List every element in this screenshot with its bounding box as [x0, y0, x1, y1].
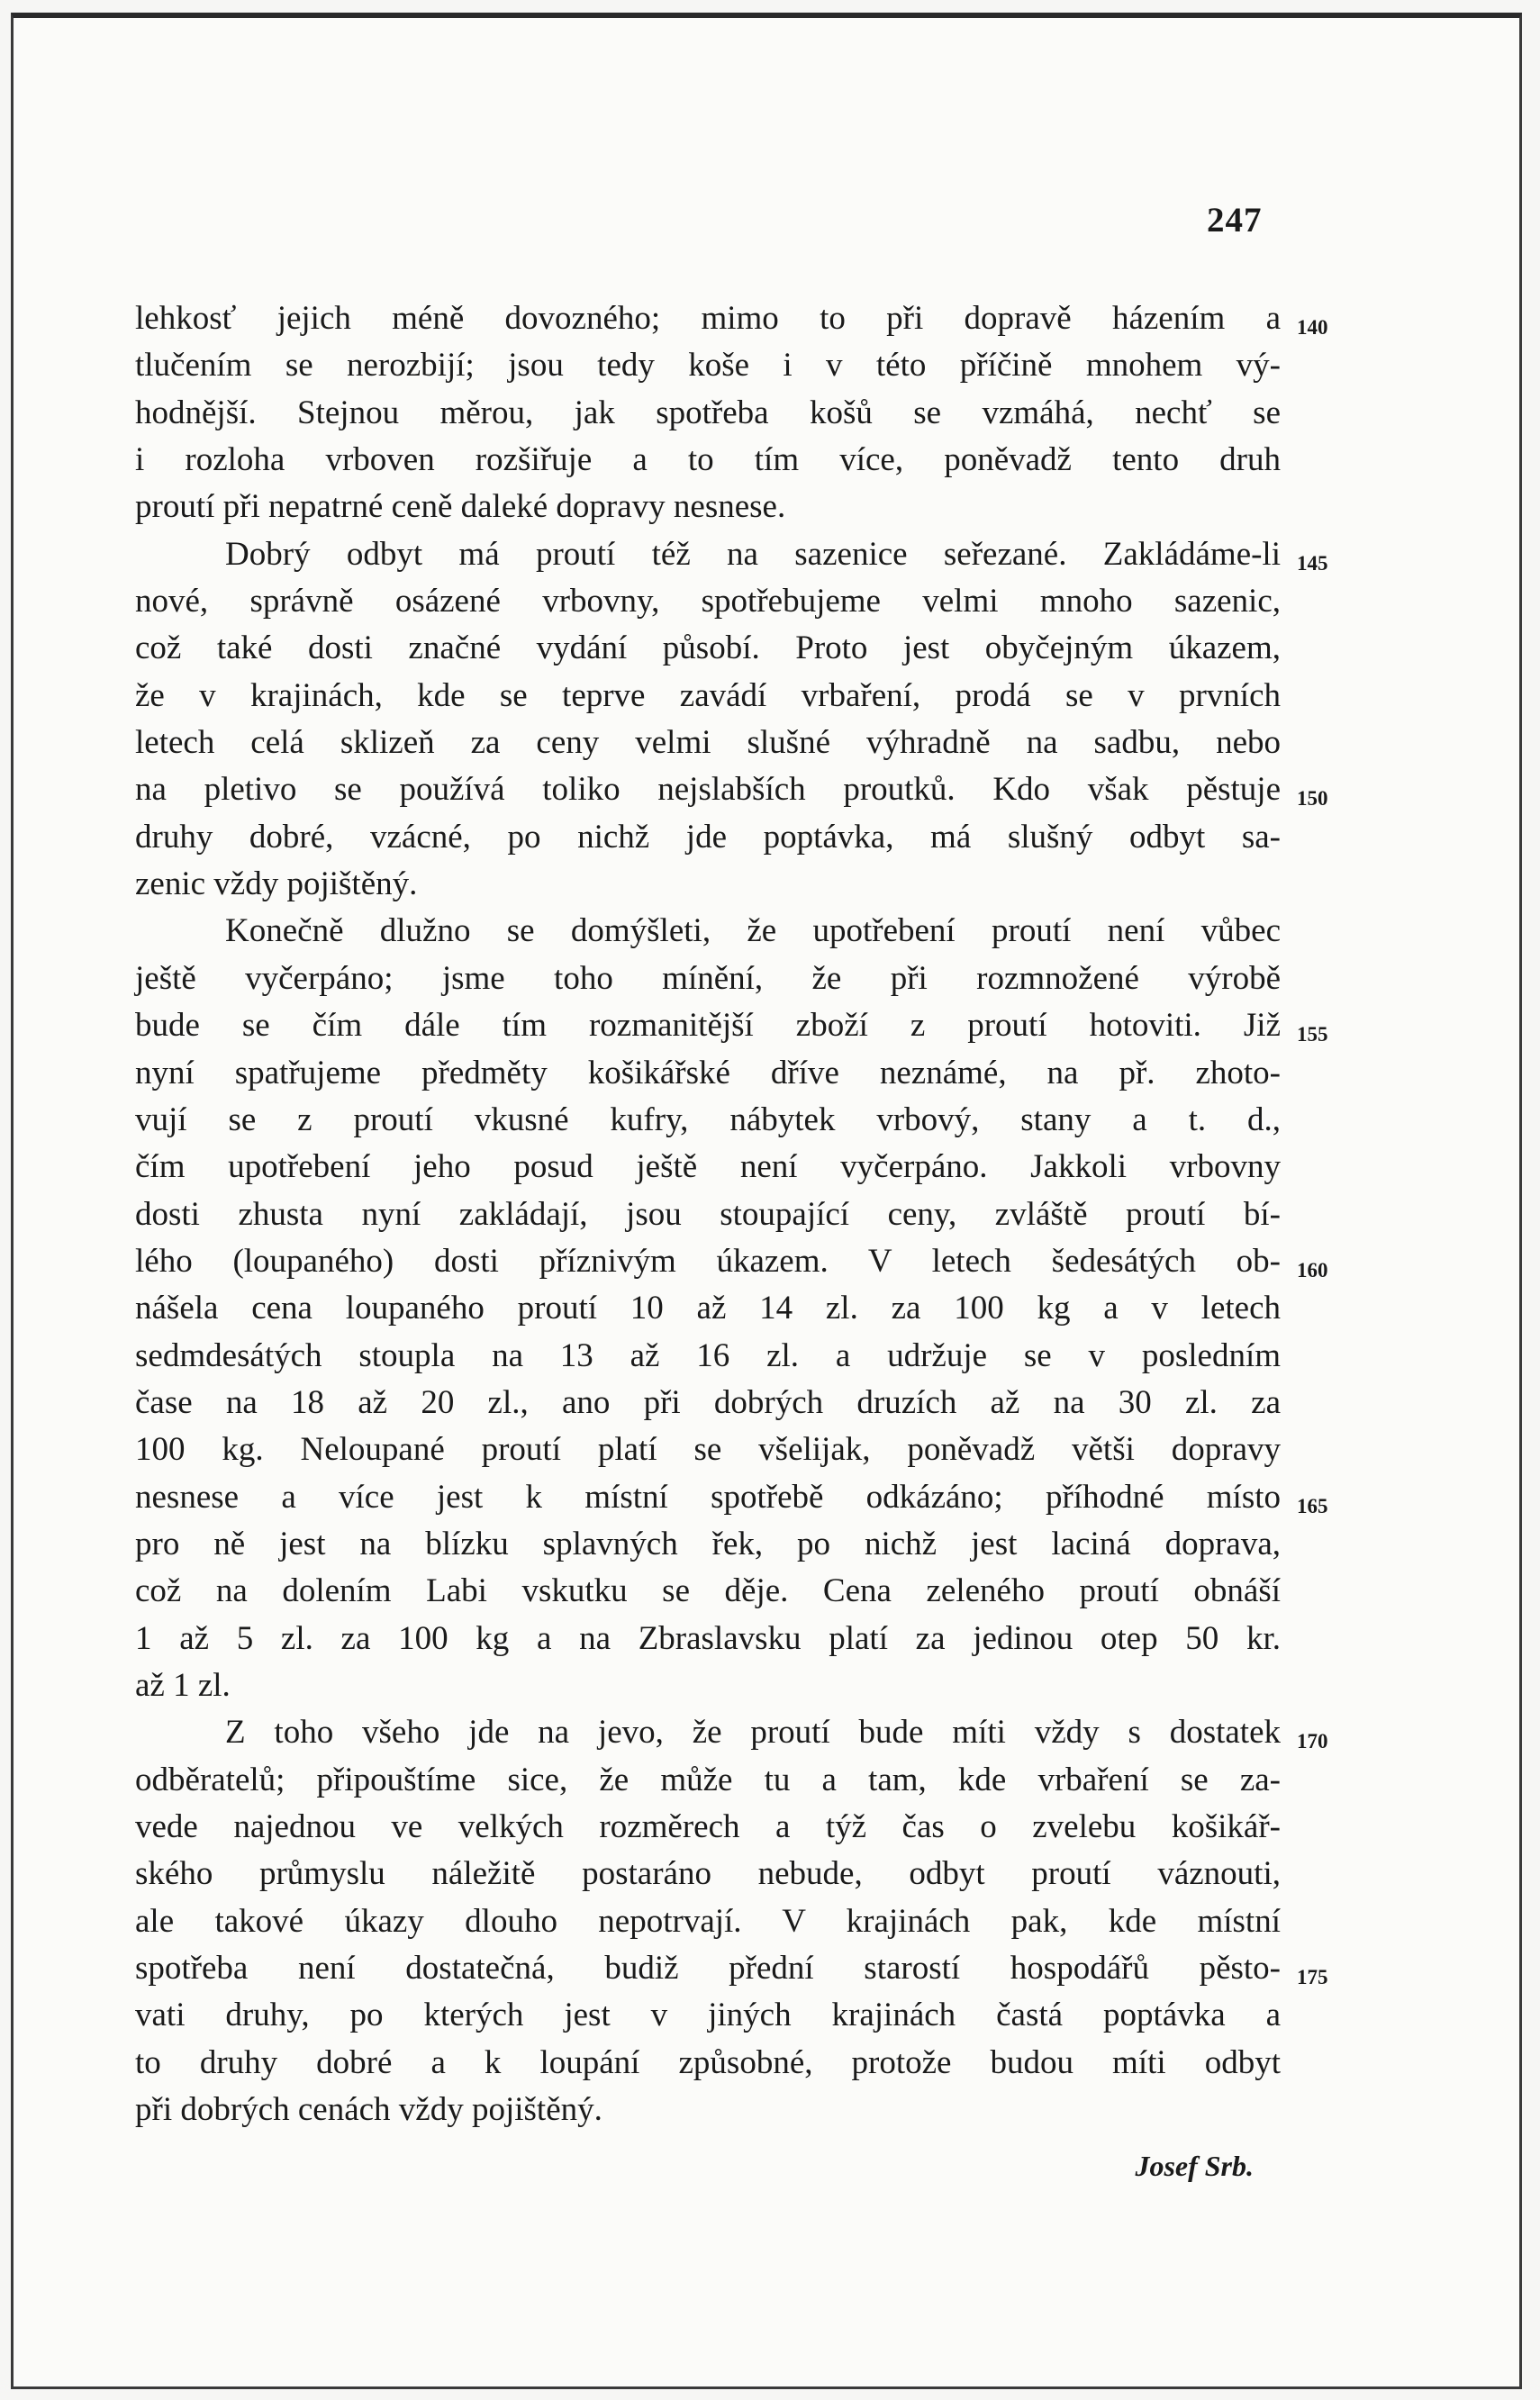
text-line: Z toho všeho jde na jevo, že proutí bude míti vždy s dostatek 170	[135, 1709, 1281, 1756]
text-line: vede najednou ve velkých rozměrech a týž čas o zvelebu košikář-	[135, 1808, 1281, 1845]
author-signature: Josef Srb.	[1135, 2150, 1254, 2183]
line-number: 175	[1297, 1966, 1328, 1989]
text-line: ještě vyčerpáno; jsme toho mínění, že při rozmnožené výrobě	[135, 959, 1281, 997]
text-line: 1 až 5 zl. za 100 kg a na Zbraslavsku platí za jedinou otep 50 kr.	[135, 1619, 1281, 1657]
text-line: vati druhy, po kterých jest v jiných krajinách častá poptávka a	[135, 1997, 1281, 2034]
page-number: 247	[1207, 201, 1263, 240]
text-line: dosti zhusta nyní zakládají, jsou stoupající ceny, zvláště proutí bí-	[135, 1195, 1281, 1233]
text-line: nesnese a více jest k místní spotřebě odkázáno; příhodné místo 165	[135, 1474, 1281, 1521]
text-line: i rozloha vrboven rozšiřuje a to tím více, poněvadž tento druh	[135, 441, 1281, 479]
line-number: 170	[1297, 1730, 1328, 1753]
text-line: 100 kg. Neloupané proutí platí se všelijak, poněvadž větši dopravy	[135, 1431, 1281, 1469]
line-number: 145	[1297, 551, 1328, 575]
line-number: 150	[1297, 787, 1328, 811]
text-line: Konečně dlužno se domýšleti, že upotřebení proutí není vůbec	[225, 912, 1281, 950]
text-line: lehkosť jejich méně dovozného; mimo to při dopravě házením a 140	[135, 295, 1281, 342]
text-line: vují se z proutí vkusné kufry, nábytek vrbový, stany a t. d.,	[135, 1100, 1281, 1138]
text-line: druhy dobré, vzácné, po nichž jde poptávka, má slušný odbyt sa-	[135, 818, 1281, 856]
line-number: 165	[1297, 1494, 1328, 1517]
text-line: pro ně jest na blízku splavných řek, po nichž jest laciná doprava,	[135, 1525, 1281, 1562]
text-line: nové, správně osázené vrbovny, spotřebujeme velmi mnoho sazenic,	[135, 583, 1281, 620]
text-line: spotřeba není dostatečná, budiž přední starostí hospodářů pěsto- 175	[135, 1945, 1281, 1992]
text-line: že v krajinách, kde se teprve zavádí vrbaření, prodá se v prvních	[135, 676, 1281, 714]
text-line: čase na 18 až 20 zl., ano při dobrých druzích až na 30 zl. za	[135, 1383, 1281, 1421]
text-line: ale takové úkazy dlouho nepotrvají. V krajinách pak, kde místní	[135, 1902, 1281, 1940]
line-number: 160	[1297, 1258, 1328, 1282]
text-line: odběratelů; připouštíme sice, že může tu a tam, kde vrbaření se za-	[135, 1761, 1281, 1798]
text-line: čím upotřebení jeho posud ještě není vyčerpáno. Jakkoli vrbovny	[135, 1148, 1281, 1186]
text-line: což také dosti značné vydání působí. Proto jest obyčejným úkazem,	[135, 629, 1281, 667]
text-line: to druhy dobré a k loupání způsobné, protože budou míti odbyt	[135, 2043, 1281, 2081]
line-number: 140	[1297, 316, 1328, 339]
text-line: nyní spatřujeme předměty košikářské dříve neznámé, na př. zhoto-	[135, 1054, 1281, 1091]
line-number: 155	[1297, 1023, 1328, 1046]
body-text	[135, 295, 1328, 2190]
text-line: na pletivo se používá toliko nejslabších proutků. Kdo však pěstuje 150	[135, 766, 1281, 813]
text-line: až 1 zl.	[135, 1666, 231, 1704]
text-line: zenic vždy pojištěný.	[135, 865, 418, 903]
text-line: při dobrých cenách vždy pojištěný.	[135, 2091, 602, 2129]
text-line: tlučením se nerozbijí; jsou tedy koše i v této příčině mnohem vý-	[135, 347, 1281, 385]
text-line: lého (loupaného) dosti příznivým úkazem. V letech šedesátých ob- 160	[135, 1238, 1281, 1285]
text-line: sedmdesátých stoupla na 13 až 16 zl. a udržuje se v posledním	[135, 1336, 1281, 1374]
text-line: letech celá sklizeň za ceny velmi slušné výhradně na sadbu, nebo	[135, 724, 1281, 762]
text-line: hodnější. Stejnou měrou, jak spotřeba košů se vzmáhá, nechť se	[135, 394, 1281, 431]
text-line: nášela cena loupaného proutí 10 až 14 zl. za 100 kg a v letech	[135, 1290, 1281, 1327]
text-line: proutí při nepatrné ceně daleké dopravy nesnese.	[135, 488, 786, 526]
text-line: bude se čím dále tím rozmanitější zboží z proutí hotoviti. Již 155	[135, 1002, 1281, 1049]
text-line: Dobrý odbyt má proutí též na sazenice seřezané. Zakládáme-li 145	[135, 531, 1281, 578]
text-line: ského průmyslu náležitě postaráno nebude, odbyt proutí váznouti,	[135, 1855, 1281, 1893]
text-line: což na dolením Labi vskutku se děje. Cena zeleného proutí obnáší	[135, 1572, 1281, 1610]
